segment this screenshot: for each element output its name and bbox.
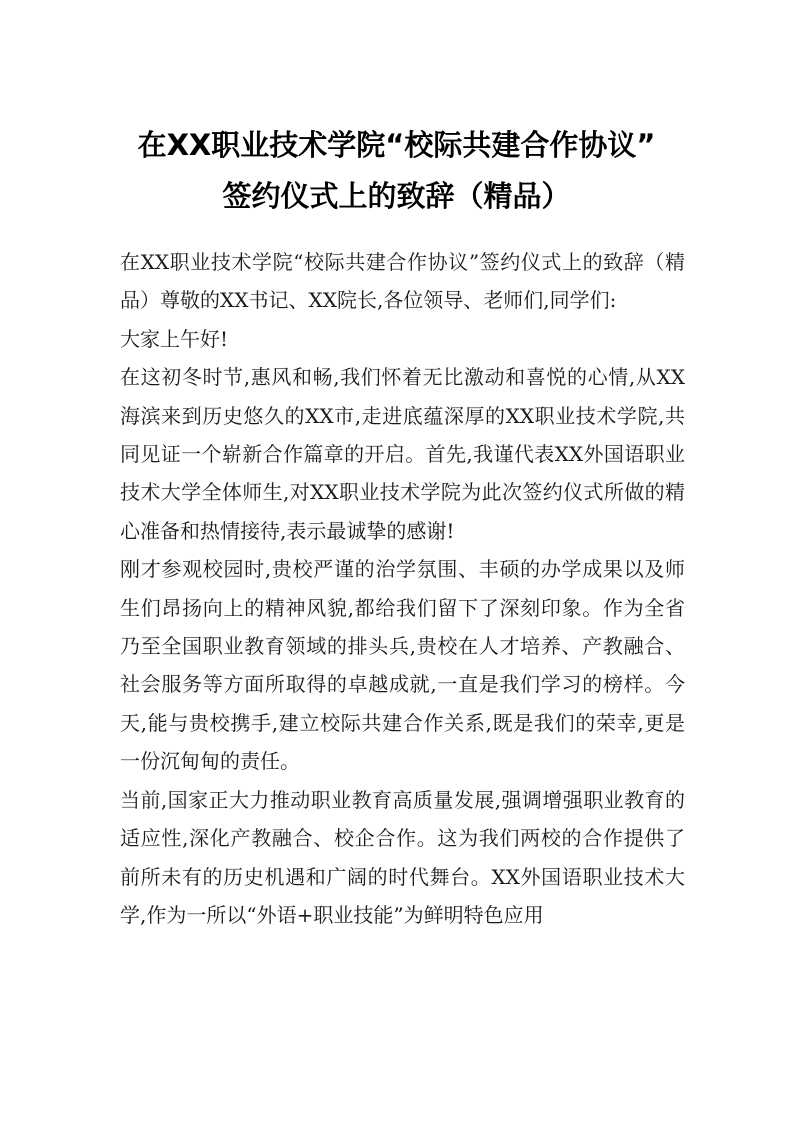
paragraph-welcome: 在这初冬时节,惠风和畅,我们怀着无比激动和喜悦的心情,从XX海滨来到历史悠久的XX市,走进底蕴深厚的XX职业技术学院,共同见证一个崭新合作篇章的开启。首先,我谨代表XX外国语职业技术大学全体师生,对XX职业技术学院为此次签约仪式所做的精心准备和热情接待,表示最诚挚的感谢! <box>120 365 685 543</box>
paragraph-campus-visit: 刚才参观校园时,贵校严谨的治学氛围、丰硕的办学成果以及师生们昂扬向上的精神风貌,都给我们留下了深刻印象。作为全省乃至全国职业教育领域的排头兵,贵校在人才培养、产教融合、社会服务等方面所取得的卓越成就,一直是我们学习的榜样。今天,能与贵校携手,建立校际共建合作关系,既是我们的荣幸,更是一份沉甸甸的责任。 <box>120 557 685 774</box>
document-title <box>60 120 733 222</box>
paragraph-policy-context: 当前,国家正大力推动职业教育高质量发展,强调增强职业教育的适应性,深化产教融合、校企合作。这为我们两校的合作提供了前所未有的历史机遇和广阔的时代舞台。XX外国语职业技术大学,作为一所以“外语+职业技能”为鲜明特色应用 <box>120 787 685 927</box>
title-line-2: 签约仪式上的致辞（精品） <box>222 179 571 213</box>
document-body <box>120 243 685 934</box>
title-line-1: 在XX职业技术学院“校际共建合作协议” <box>137 128 656 162</box>
paragraph-greeting-header: 在XX职业技术学院“校际共建合作协议”签约仪式上的致辞（精品）尊敬的XX书记、XX院长,各位领导、老师们,同学们: <box>120 250 685 313</box>
paragraph-salutation: 大家上午好! <box>120 326 229 351</box>
